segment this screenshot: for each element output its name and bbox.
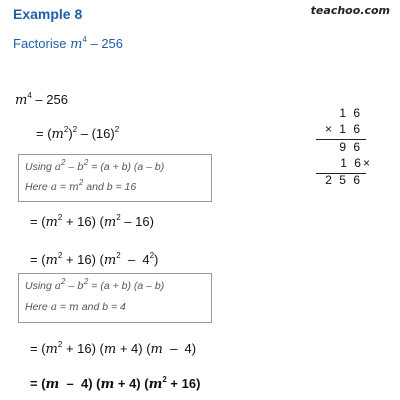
b-exp2: 2 — [149, 250, 155, 260]
b: m — [103, 342, 117, 357]
var: m — [51, 127, 64, 142]
exp2: 2 — [72, 124, 78, 134]
b: m — [103, 215, 117, 230]
a-exp: 2 — [57, 250, 63, 260]
t: Using — [25, 161, 55, 173]
eq: = ( — [30, 214, 46, 229]
c-rest: + 16) — [166, 376, 201, 391]
m-exp: 2 — [78, 177, 84, 187]
b-mid: – 4 — [120, 252, 150, 267]
rest: – 256 — [31, 92, 68, 107]
a: m — [45, 342, 58, 357]
subtitle-var: m — [70, 37, 83, 52]
b-rest: + 4) ( — [114, 376, 149, 391]
m: m — [68, 181, 79, 193]
var: m — [15, 93, 28, 108]
step-factor-3 — [30, 341, 196, 357]
m: m — [68, 301, 79, 313]
b-rest: + 4) ( — [116, 341, 151, 356]
a-rest: + 16) ( — [62, 214, 104, 229]
t: and b = 4 — [78, 301, 126, 313]
b-exp: 2 — [83, 276, 89, 286]
a-rest: – 4) ( — [59, 376, 101, 391]
exp3: 2 — [114, 124, 120, 134]
step-squares — [36, 126, 119, 142]
b-exp: 2 — [83, 157, 89, 167]
exp1: 2 — [63, 124, 69, 134]
t: = — [56, 301, 69, 313]
a-rest: + 16) ( — [62, 252, 104, 267]
subtitle-exp: 4 — [82, 34, 87, 44]
a: a — [50, 181, 57, 193]
b: b — [77, 280, 84, 292]
t: = (a + b) (a – b) — [88, 280, 165, 292]
a: a — [50, 301, 57, 313]
a-exp: 2 — [61, 157, 66, 167]
t: Here — [25, 301, 51, 313]
teachoo-logo: teachoo.com — [310, 4, 390, 17]
eq: = ( — [30, 376, 46, 391]
multiplication-working — [312, 106, 372, 187]
t: Using — [25, 280, 55, 292]
a: a — [54, 280, 62, 292]
step-expression — [15, 92, 68, 108]
b-exp: 2 — [116, 212, 121, 222]
t: = (a + b) (a – b) — [88, 161, 165, 173]
final-answer — [30, 376, 200, 392]
b: m — [100, 377, 115, 392]
a: m — [45, 215, 58, 230]
mult-row-3: 9 6 — [339, 140, 362, 154]
t: – — [65, 161, 78, 173]
identity-note-2 — [18, 273, 212, 323]
mult-row-1: 1 6 — [339, 106, 362, 120]
t: – — [65, 280, 78, 292]
b-rest: – 16) — [120, 214, 154, 229]
mult-row-5: 2 5 6 — [325, 173, 362, 187]
a: a — [54, 161, 62, 173]
note-line-1 — [25, 276, 165, 292]
c: m — [150, 342, 163, 357]
note-line-2 — [25, 301, 126, 313]
a-rest: + 16) ( — [62, 341, 104, 356]
subtitle-prefix: Factorise — [13, 36, 71, 51]
c-rest: – 4) — [162, 341, 197, 356]
mid: ) — [68, 126, 73, 141]
rest: – (16) — [77, 126, 115, 141]
subtitle-rest: – 256 — [86, 36, 124, 51]
a-exp: 2 — [57, 339, 63, 349]
eq: = ( — [30, 341, 46, 356]
a-exp: 2 — [61, 276, 66, 286]
mult-row-2: × 1 6 — [324, 122, 362, 136]
example-title: Example 8 — [13, 6, 83, 22]
a-exp: 2 — [57, 212, 63, 222]
eq: = ( — [30, 252, 46, 267]
c-exp: 2 — [162, 374, 167, 384]
note-line-1 — [25, 157, 165, 173]
t: Here — [25, 181, 51, 193]
identity-note-1 — [18, 154, 212, 202]
exp: 4 — [27, 90, 32, 100]
b-exp: 2 — [116, 250, 121, 260]
note-line-2 — [25, 177, 137, 193]
b-rest: ) — [154, 252, 159, 267]
step-factor-2 — [30, 252, 158, 268]
b: b — [77, 161, 84, 173]
step-factor-1 — [30, 214, 154, 230]
problem-statement — [13, 36, 123, 52]
t: = — [56, 181, 69, 193]
eq: = ( — [36, 126, 52, 141]
a: m — [45, 377, 60, 392]
c: m — [148, 377, 163, 392]
t: and b = 16 — [83, 181, 137, 193]
a: m — [45, 253, 58, 268]
b: m — [103, 253, 117, 268]
mult-row-4: 1 6× — [340, 156, 372, 170]
